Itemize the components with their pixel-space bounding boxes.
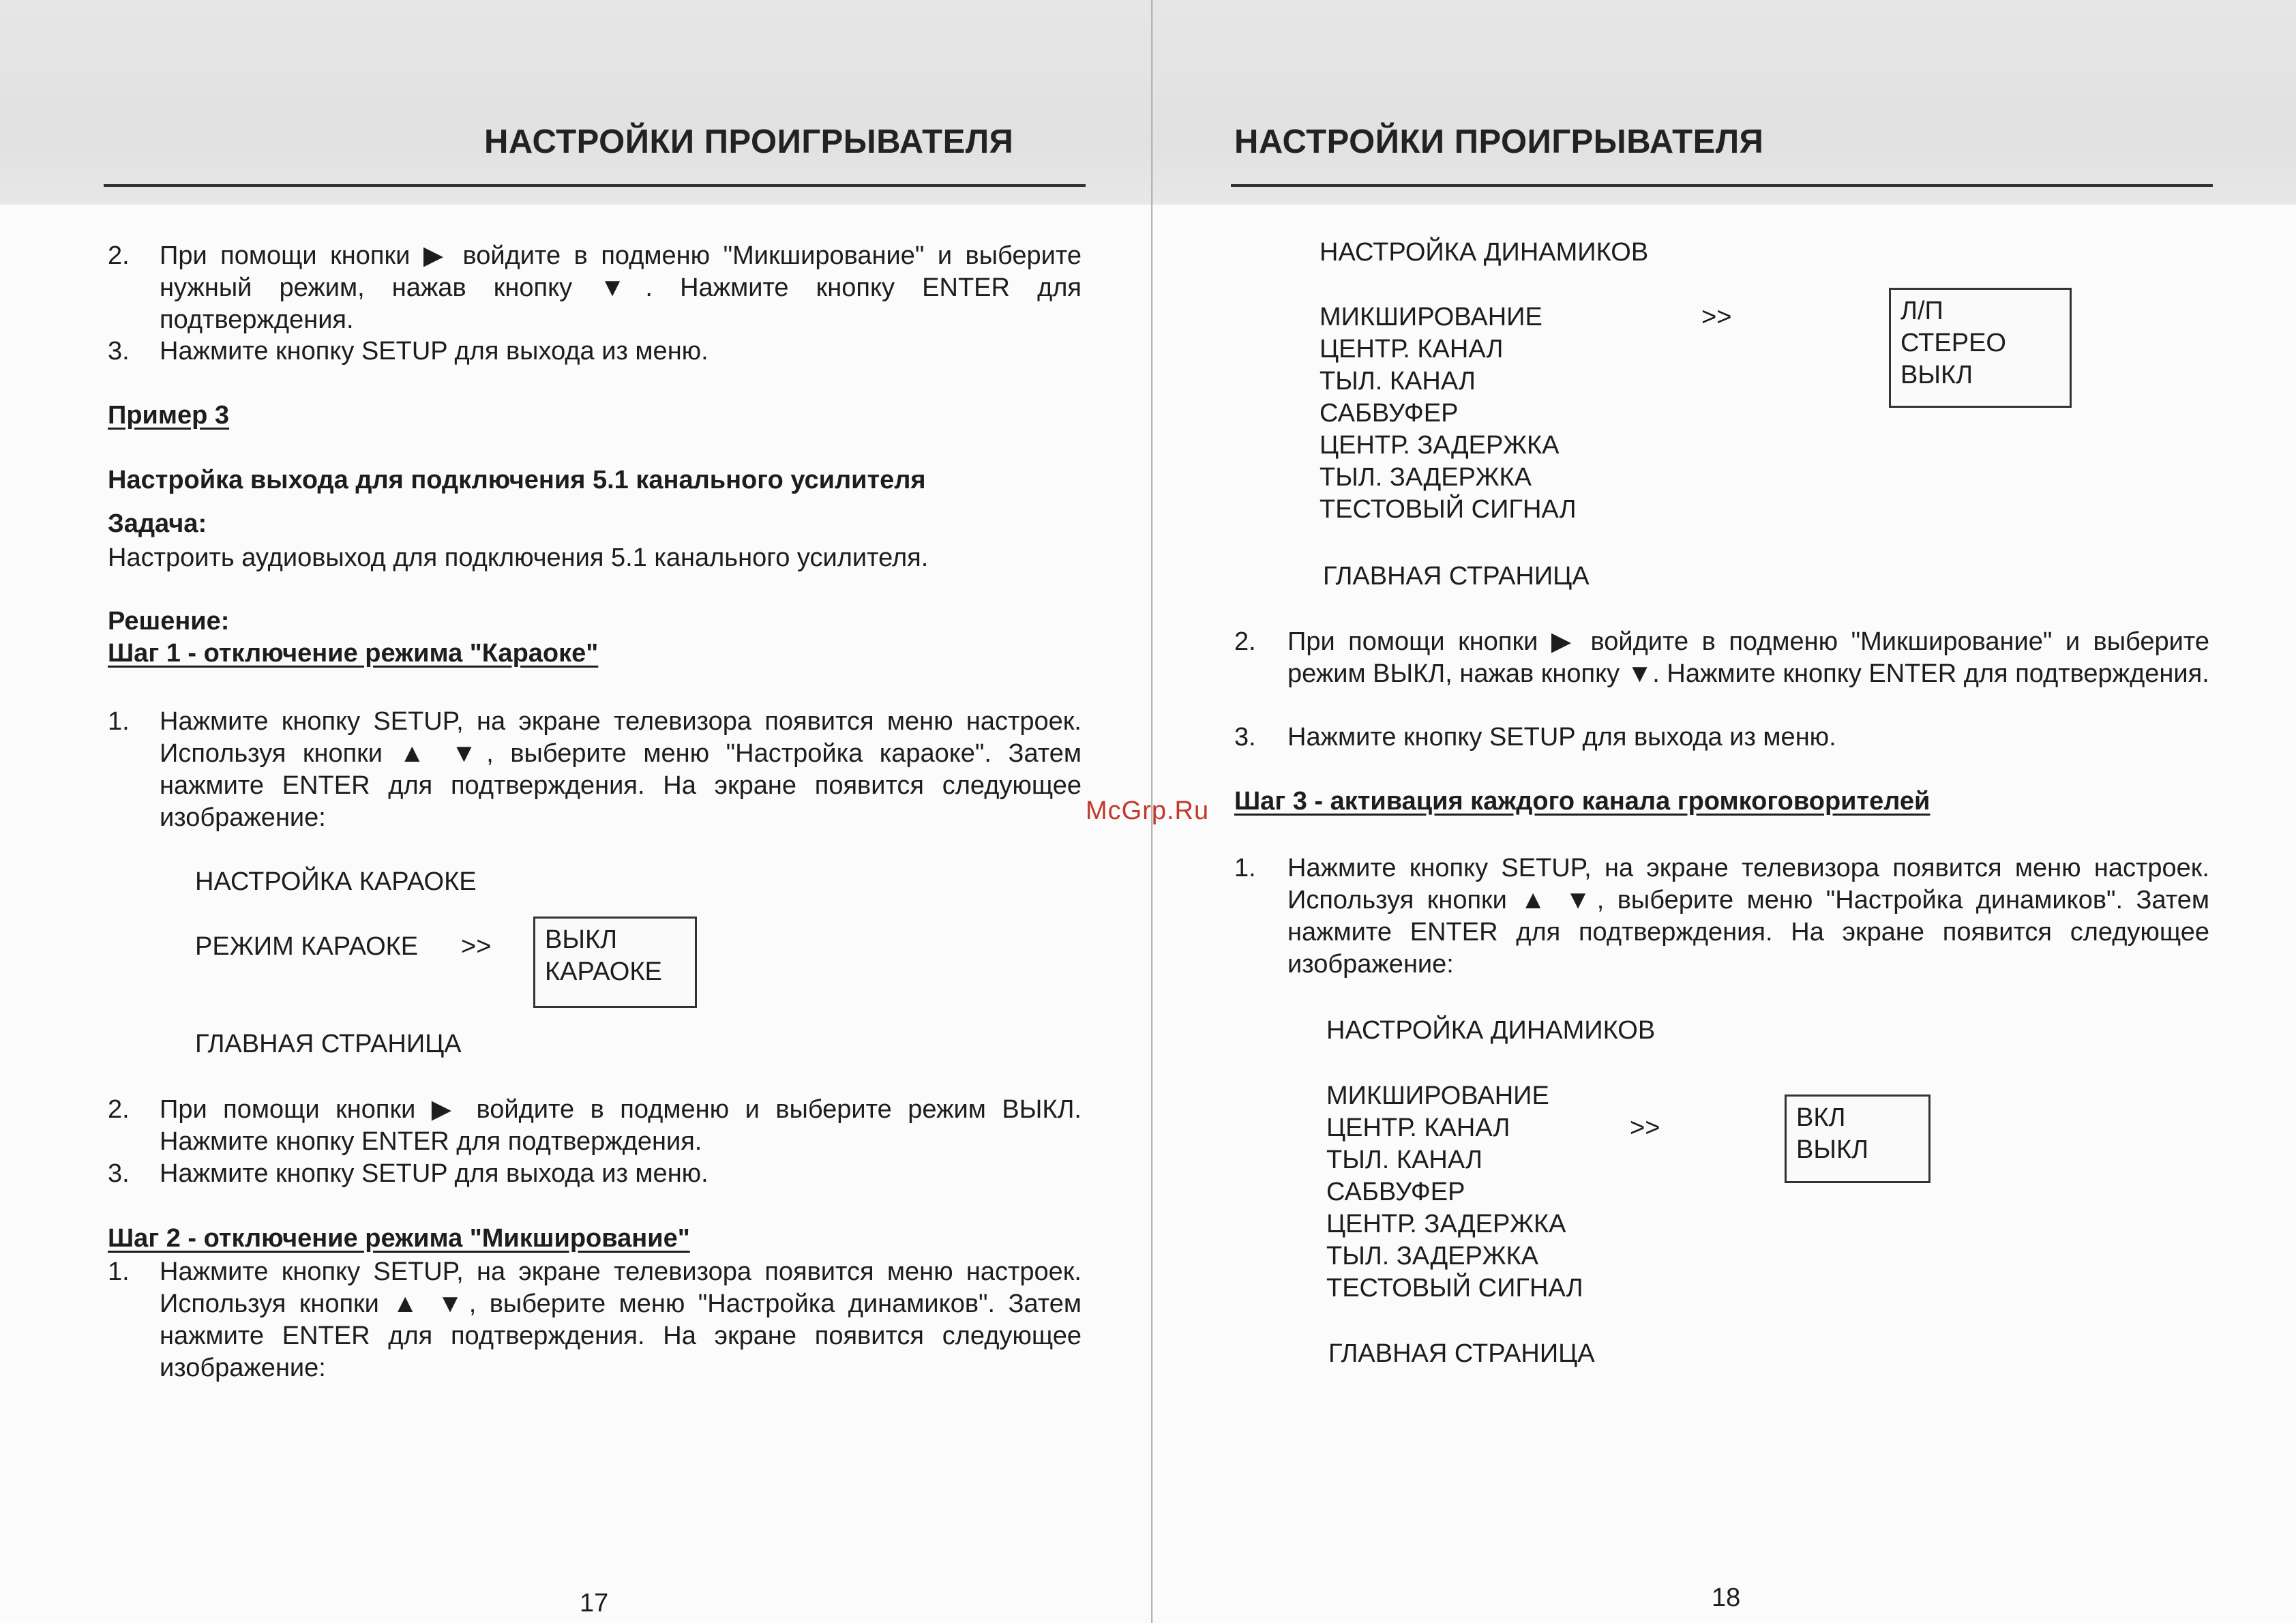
options-box xyxy=(1785,1095,1930,1183)
step-number: 3. xyxy=(1234,723,1256,751)
options-box xyxy=(533,917,697,1008)
menu-item: ЦЕНТР. КАНАЛ xyxy=(1326,1114,1510,1142)
page-title: НАСТРОЙКИ ПРОИГРЫВАТЕЛЯ xyxy=(1234,123,1764,160)
step-number: 2. xyxy=(108,241,130,270)
menu-item: РЕЖИМ КАРАОКЕ xyxy=(195,932,419,961)
option: Л/П xyxy=(1900,297,1943,325)
example-heading: Настройка выхода для подключения 5.1 канального усилителя xyxy=(108,466,926,494)
menu-arrow: >> xyxy=(461,932,492,961)
menu-item: ЦЕНТР. ЗАДЕРЖКА xyxy=(1326,1210,1566,1238)
menu-item: ЦЕНТР. ЗАДЕРЖКА xyxy=(1320,431,1560,460)
step-number: 2. xyxy=(1234,627,1256,656)
menu-item: ТЫЛ. ЗАДЕРЖКА xyxy=(1320,463,1532,492)
step-text: Нажмите кнопку SETUP для выхода из меню. xyxy=(160,1159,709,1188)
header-rule xyxy=(104,184,1086,187)
menu-title: НАСТРОЙКА ДИНАМИКОВ xyxy=(1320,238,1649,267)
step-number: 1. xyxy=(108,707,130,736)
menu-footer: ГЛАВНАЯ СТРАНИЦА xyxy=(195,1030,462,1058)
step-number: 1. xyxy=(1234,854,1256,882)
step-text: При помощи кнопки ▶ войдите в подменю "Микширование" и выберите режим ВЫКЛ, нажав кнопку ▼. Нажмите кнопку ENTER для подтверждения. xyxy=(1287,627,2209,688)
menu-arrow: >> xyxy=(1701,303,1732,331)
step-text: Нажмите кнопку SETUP для выхода из меню. xyxy=(1287,723,1836,751)
option: ВКЛ xyxy=(1796,1103,1846,1132)
menu-footer: ГЛАВНАЯ СТРАНИЦА xyxy=(1328,1339,1595,1368)
step-text: Нажмите кнопку SETUP для выхода из меню. xyxy=(160,337,709,366)
menu-item: ТЕСТОВЫЙ СИГНАЛ xyxy=(1320,495,1577,524)
menu-item: САБВУФЕР xyxy=(1320,399,1459,428)
menu-title: НАСТРОЙКА ДИНАМИКОВ xyxy=(1326,1016,1656,1045)
menu-item: ТЕСТОВЫЙ СИГНАЛ xyxy=(1326,1274,1583,1302)
header-band xyxy=(1152,0,2296,205)
menu-item: ТЫЛ. КАНАЛ xyxy=(1326,1146,1482,1174)
menu-item: ЦЕНТР. КАНАЛ xyxy=(1320,335,1504,363)
options-box xyxy=(1889,288,2072,408)
menu-item: ТЫЛ. ЗАДЕРЖКА xyxy=(1326,1242,1539,1270)
step-number: 3. xyxy=(108,337,130,366)
option: СТЕРЕО xyxy=(1900,329,2006,357)
menu-title: НАСТРОЙКА КАРАОКЕ xyxy=(195,867,477,896)
step-number: 3. xyxy=(108,1159,130,1188)
step-text: Нажмите кнопку SETUP, на экране телевизора появится меню настроек. Используя кнопки ▲ ▼, выберите меню "Настройка динамиков". Затем нажмите ENTER для подтверждения. На экране появится следующее изображение: xyxy=(1287,854,2209,979)
step-number: 1. xyxy=(108,1257,130,1286)
menu-item: МИКШИРОВАНИЕ xyxy=(1320,303,1542,331)
header-rule xyxy=(1231,184,2213,187)
menu-item: МИКШИРОВАНИЕ xyxy=(1326,1082,1549,1110)
page-number: 18 xyxy=(1712,1583,1741,1612)
header-band xyxy=(0,0,1152,205)
option: ВЫКЛ xyxy=(1796,1135,1869,1164)
task-text: Настроить аудиовыход для подключения 5.1 канального усилителя. xyxy=(108,544,929,572)
menu-item: ТЫЛ. КАНАЛ xyxy=(1320,367,1476,396)
menu-footer: ГЛАВНАЯ СТРАНИЦА xyxy=(1323,562,1590,591)
right-page xyxy=(1152,0,2296,1623)
page-title: НАСТРОЙКИ ПРОИГРЫВАТЕЛЯ xyxy=(484,123,1014,160)
menu-items xyxy=(1320,301,1577,526)
step-text: Нажмите кнопку SETUP, на экране телевизора появится меню настроек. Используя кнопки ▲ ▼, выберите меню "Настройка караоке". Затем нажмите ENTER для подтверждения. На экране появится следующее изображение: xyxy=(160,707,1082,832)
step-text: Нажмите кнопку SETUP, на экране телевизора появится меню настроек. Используя кнопки ▲ ▼, выберите меню "Настройка динамиков". Затем нажмите ENTER для подтверждения. На экране появится следующее изображение: xyxy=(160,1257,1082,1382)
option: ВЫКЛ xyxy=(1900,361,1973,389)
step2-title: Шаг 2 - отключение режима "Микширование" xyxy=(108,1224,690,1253)
option: КАРАОКЕ xyxy=(545,957,662,986)
example-title: Пример 3 xyxy=(108,401,230,430)
step-number: 2. xyxy=(108,1095,130,1124)
menu-arrow: >> xyxy=(1630,1114,1660,1142)
watermark-link[interactable]: McGrp.Ru xyxy=(1086,796,1210,825)
page-number: 17 xyxy=(580,1589,609,1618)
step-text: При помощи кнопки ▶ войдите в подменю "Микширование" и выберите нужный режим, нажав кнопку ▼. Нажмите кнопку ENTER для подтверждения. xyxy=(160,241,1082,334)
menu-item: САБВУФЕР xyxy=(1326,1178,1465,1206)
step-text: При помощи кнопки ▶ войдите в подменю и выберите режим ВЫКЛ. Нажмите кнопку ENTER для подтверждения. xyxy=(160,1095,1082,1156)
task-label: Задача: xyxy=(108,509,207,538)
step3-title: Шаг 3 - активация каждого канала громкоговорителей xyxy=(1234,787,1930,816)
solution-label: Решение: xyxy=(108,607,230,636)
option: ВЫКЛ xyxy=(545,925,618,954)
step1-title: Шаг 1 - отключение режима "Караоке" xyxy=(108,639,599,668)
menu-items xyxy=(1326,1080,1583,1305)
